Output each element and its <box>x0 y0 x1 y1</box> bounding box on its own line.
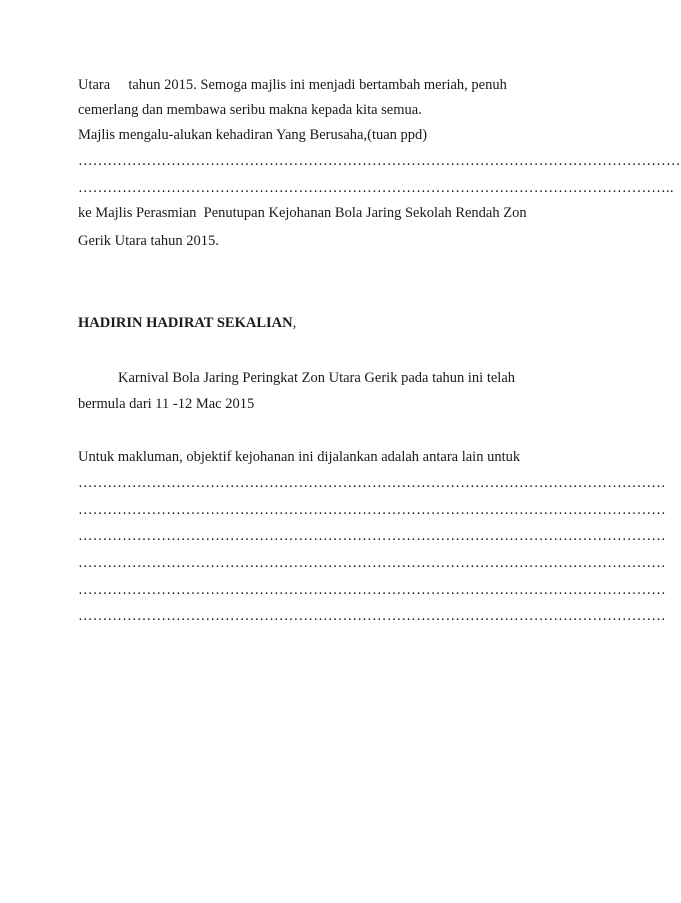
dotted-line: ………………………………………………………………………………………………………… <box>78 528 666 544</box>
salutation-comma: , <box>292 315 297 331</box>
dotted-line: ………………………………………………………………………………………………………… <box>78 555 666 571</box>
salutation-text: HADIRIN HADIRAT SEKALIAN <box>78 315 293 331</box>
dotted-line: ………………………………………………………………………………………………………… <box>78 475 666 491</box>
dotted-line: ………………………………………………………………………………………………………… <box>78 608 666 624</box>
dotted-line: ………………………………………………………………………………………………………… <box>78 582 666 598</box>
paragraph2-line1: Karnival Bola Jaring Peringkat Zon Utara Gerik pada tahun ini telah <box>118 370 516 386</box>
paragraph1-line7: Gerik Utara tahun 2015. <box>78 233 219 249</box>
salutation <box>78 313 562 333</box>
dotted-line: ………………………………………………………………………………………………………… <box>78 502 666 518</box>
paragraph1-line1: Utara tahun 2015. Semoga majlis ini menjadi bertambah meriah, penuh <box>78 77 507 93</box>
paragraph2-line2: bermula dari 11 -12 Mac 2015 <box>78 396 255 412</box>
paragraph3-line1: Untuk makluman, objektif kejohanan ini dijalankan adalah antara lain untuk <box>78 449 521 465</box>
dotted-line: …………………………………………………………………………………………………………… <box>78 153 681 169</box>
paragraph1-line6: ke Majlis Perasmian Penutupan Kejohanan Bola Jaring Sekolah Rendah Zon <box>78 205 527 221</box>
paragraph1-line2: cemerlang dan membawa seribu makna kepada kita semua. <box>78 102 422 118</box>
paragraph1-line3: Majlis mengalu-alukan kehadiran Yang Berusaha,(tuan ppd) <box>78 127 428 143</box>
dotted-line: ………………………………………………………………………………………………………….. <box>78 180 674 196</box>
